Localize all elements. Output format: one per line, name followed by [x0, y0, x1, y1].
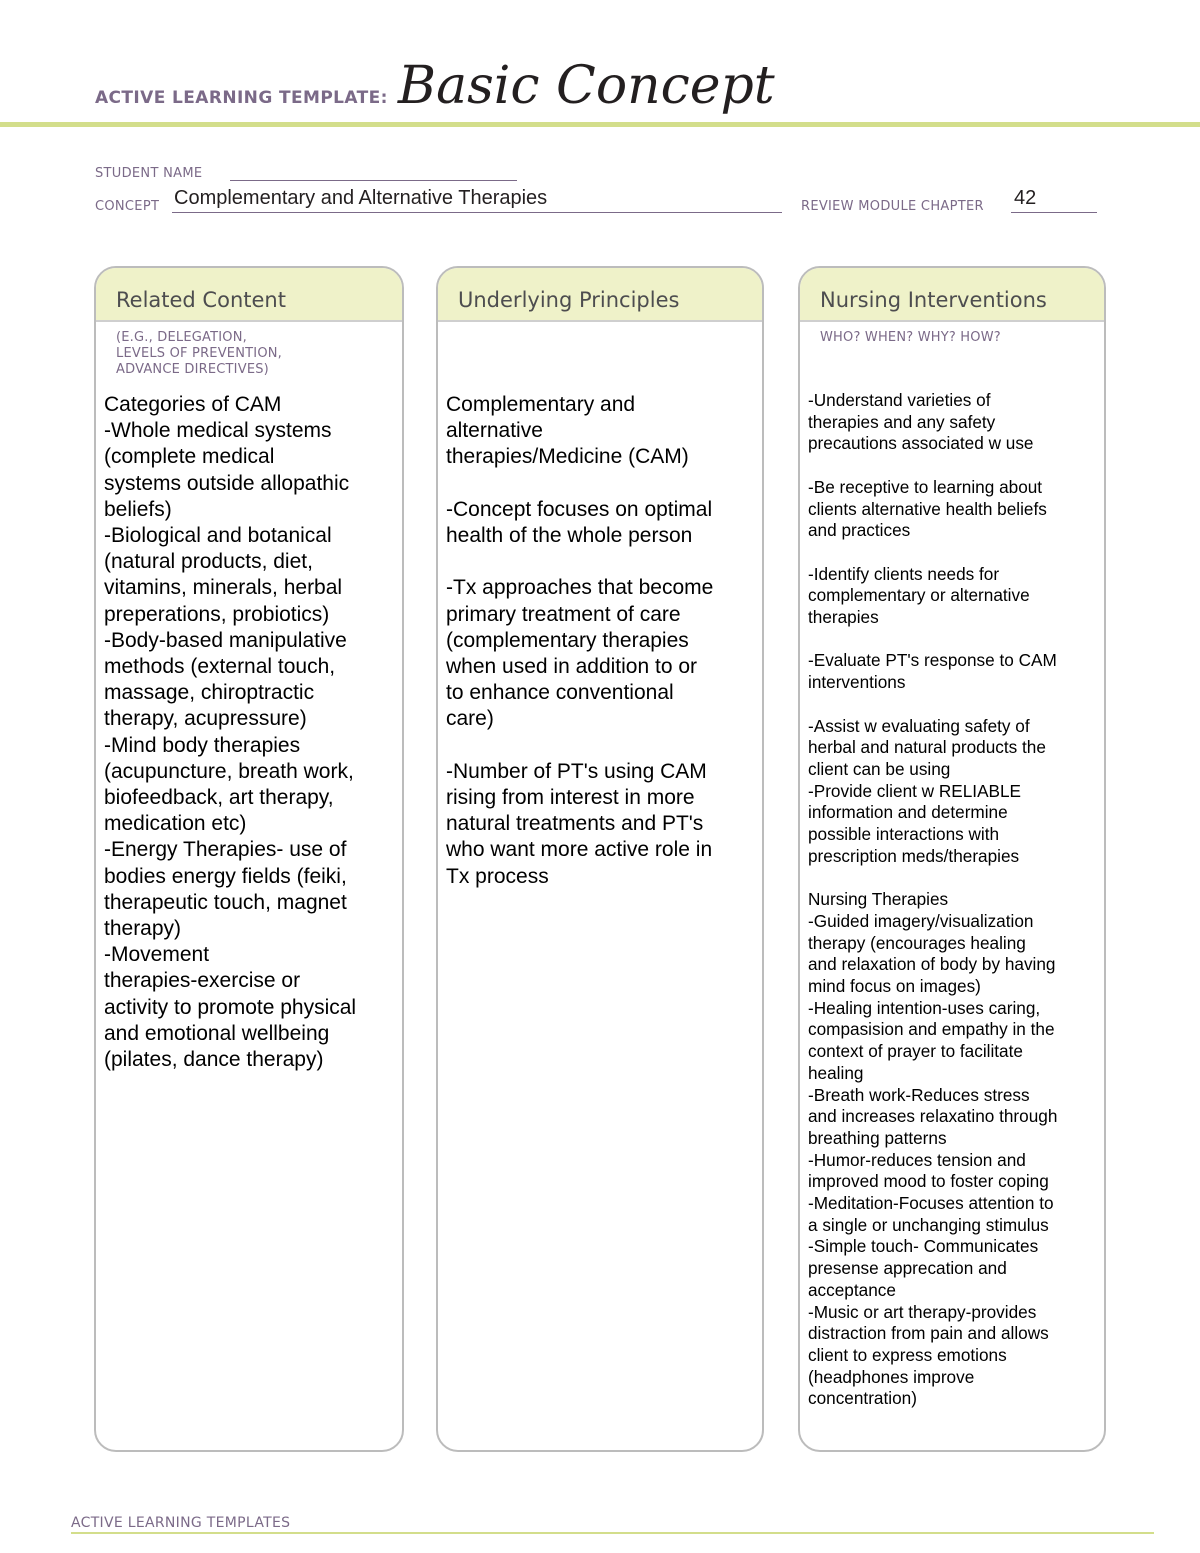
concept-label: CONCEPT — [95, 199, 160, 214]
nursing-interventions-header — [800, 268, 1104, 322]
page-title: Basic Concept — [397, 56, 775, 116]
concept-field[interactable]: Complementary and Alternative Therapies — [174, 187, 548, 209]
student-name-label: STUDENT NAME — [95, 166, 203, 181]
related-content-header — [96, 268, 402, 322]
underlying-principles-card — [436, 266, 764, 1452]
underlying-principles-text[interactable]: Complementary and alternative therapies/Medicine (CAM) -Concept focuses on optimal health of the whole person -Tx approaches that become primary treatment of care (complementary therapies when used in addition to or to enhance conventional care) -Number of PT's using CAM rising from interest in more natural treatments and PT's who want more active role in Tx process — [446, 393, 714, 888]
underlying-principles-title: Underlying Principles — [458, 288, 680, 312]
footer-divider — [71, 1532, 1154, 1534]
student-name-underline — [230, 180, 517, 181]
review-module-field[interactable]: 42 — [1014, 187, 1037, 209]
related-content-subtitle: (E.G., DELEGATION, LEVELS OF PREVENTION, ADVANCE DIRECTIVES) — [116, 330, 283, 377]
template-label: ACTIVE LEARNING TEMPLATE: — [95, 88, 388, 108]
template-header — [95, 56, 775, 120]
concept-underline — [172, 212, 782, 213]
review-module-underline — [1011, 212, 1097, 213]
review-module-label: REVIEW MODULE CHAPTER — [801, 199, 984, 214]
footer-label: ACTIVE LEARNING TEMPLATES — [71, 1515, 291, 1531]
nursing-interventions-card — [798, 266, 1106, 1452]
nursing-interventions-subtitle: WHO? WHEN? WHY? HOW? — [820, 330, 1001, 345]
underlying-principles-header — [438, 268, 762, 322]
related-content-card — [94, 266, 404, 1452]
header-divider — [0, 122, 1200, 127]
nursing-interventions-title: Nursing Interventions — [820, 288, 1047, 312]
related-content-text[interactable]: Categories of CAM -Whole medical systems (complete medical systems outside allopathic beliefs) -Biological and botanical (natural products, diet, vitamins, minerals, herbal preperations, probiotics) -Body-based manipulative methods (external touch, massage, chiroptractic therapy, acupressure) -Mind body therapies (acupuncture, breath work, biofeedback, art therapy, medication etc) -Energy Therapies- use of bodies energy fields (feiki, therapeutic touch, magnet therapy) -Movement therapies-exercise or activity to promote physical and emotional wellbeing (pilates, dance therapy) — [104, 393, 357, 1072]
related-content-title: Related Content — [116, 288, 286, 312]
nursing-interventions-text[interactable]: -Understand varieties of therapies and any safety precautions associated w use -Be receptive to learning about clients alternative health beliefs and practices -Identify clients needs for complementary or alternative therapies -Evaluate PT's response to CAM interventions -Assist w evaluating safety of herbal and natural products the client can be using -Provide client w RELIABLE information and determine possible interactions with prescription meds/therapies Nursing Therapies -Guided imagery/visualization therapy (encourages healing and relaxation of body by having mind focus on images) -Healing intention-uses caring, compasision and empathy in the context of prayer to facilitate healing -Breath work-Reduces stress and increases relaxatino through breathing patterns -Humor-reduces tension and improved mood to foster coping -Meditation-Focuses attention to a single or unchanging stimulus -Simple touch- Communicates presense apprecation and acceptance -Music or art therapy-provides distraction from pain and allows client to express emotions (headphones improve concentration) — [808, 390, 1058, 1409]
